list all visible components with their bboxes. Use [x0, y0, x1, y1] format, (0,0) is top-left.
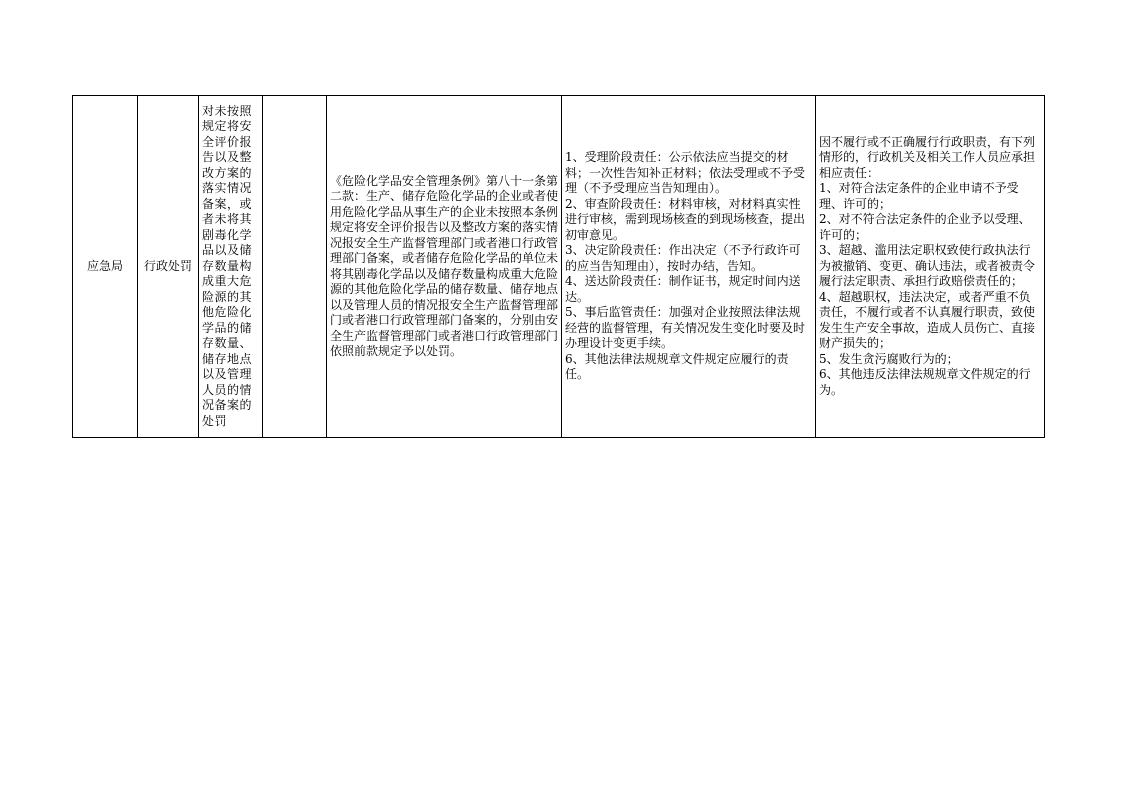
duty-list-table — [72, 95, 1045, 438]
responsibility-item: 4、送达阶段责任：制作证书，规定时间内送达。 — [565, 274, 801, 304]
accountability-item: 5、发生贪污腐败行为的； — [819, 351, 959, 366]
sub-item-cell — [263, 96, 327, 438]
accountability-item: 4、超越职权，违法决定，或者严重不负责任，不履行或者不认真履行职责，致使发生生产安全事故，造成人员伤亡、直接财产损失的； — [819, 289, 1036, 351]
accountability-item: 6、其他违反法律法规规章文件规定的行为。 — [819, 367, 1031, 397]
accountability-item: 1、对符合法定条件的企业申请不予受理、许可的； — [819, 181, 1019, 211]
responsibility-item: 6、其他法律法规规章文件规定应履行的责任。 — [565, 351, 789, 382]
responsibility-item: 5、事后监管责任：加强对企业按照法律法规经营的监督管理，有关情况发生变化时要及时办理设计变更手续。 — [565, 305, 806, 351]
accountability-item: 因不履行或不正确履行行政职责，有下列情形的，行政机关及相关工作人员应承担相应责任： — [819, 134, 1036, 180]
legal-basis-cell: 《危险化学品安全管理条例》第八十一条第二款：生产、储存危险化学品的企业或者使用危险化学品从事生产的企业未按照本条例规定将安全评价报告以及整改方案的落实情况报安全生产监督管理部门或者港口行政管理部门备案，或者储存危险化学品的单位未将其剧毒化学品以及储存数量构成重大危险源的其他危险化学品的储存数量、储存地点以及管理人员的情况报安全生产监督管理部门或者港口行政管理部门备案的，分别由安全生产监督管理部门或者港口行政管理部门依照前款规定予以处罚。 — [327, 96, 562, 438]
category-cell: 行政处罚 — [138, 96, 199, 438]
responsibility-item: 2、审查阶段责任：材料审核，对材料真实性进行审核，需到现场核查的到现场核查，提出初审意见。 — [565, 196, 806, 242]
responsibility-item: 1、受理阶段责任：公示依法应当提交的材料；一次性告知补正材料；依法受理或不予受理（不予受理应当告知理由）。 — [565, 150, 806, 196]
accountability-item: 3、超越、滥用法定职权致使行政执法行为被撤销、变更、确认违法，或者被责令履行法定职责、承担行政赔偿责任的； — [819, 243, 1036, 289]
item-name-cell: 对未按照规定将安全评价报告以及整改方案的落实情况备案，或者未将其剧毒化学品以及储存数量构成重大危险源的其他危险化学品的储存数量、储存地点以及管理人员的情况备案的处罚 — [199, 96, 263, 438]
table-row — [73, 96, 1045, 438]
accountability-item: 2、对不符合法定条件的企业予以受理、许可的； — [819, 212, 1031, 242]
department-cell: 应急局 — [73, 96, 138, 438]
accountability-cell — [816, 96, 1045, 438]
responsibility-item: 3、决定阶段责任：作出决定（不予行政许可的应当告知理由），按时办结，告知。 — [565, 243, 801, 273]
responsibility-cell — [562, 96, 816, 438]
